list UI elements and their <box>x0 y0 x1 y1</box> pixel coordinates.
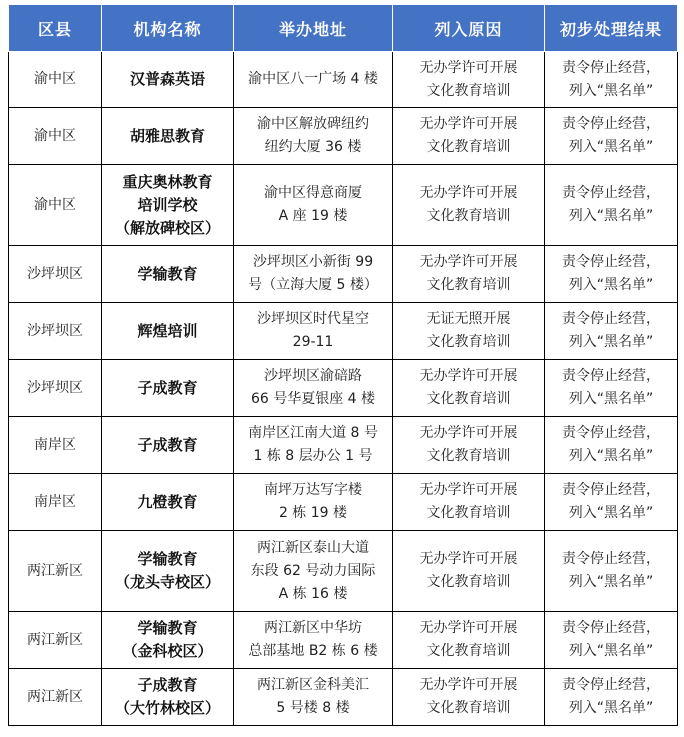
org-name-line: 重庆奥林教育 <box>122 172 213 191</box>
org-name-line: 子成教育 <box>137 378 198 397</box>
result-cell <box>545 360 678 417</box>
table-row <box>9 303 678 360</box>
org-name-cell <box>102 474 234 531</box>
result-cell <box>545 52 678 108</box>
org-name-cell <box>102 52 234 108</box>
address-cell <box>234 669 393 726</box>
org-name-line: 汉普森英语 <box>129 70 205 88</box>
reason-cell <box>393 474 545 531</box>
org-name-line: 学输教育 <box>137 619 198 637</box>
reason-line: 无办学许可开展 <box>419 620 518 636</box>
org-name-cell <box>102 669 234 726</box>
header-district: 区县 <box>9 5 102 52</box>
district-cell: 渝中区 <box>9 52 102 108</box>
reason-line: 文化教育培训 <box>426 700 511 716</box>
reason-line: 文化教育培训 <box>426 391 511 407</box>
header-row <box>9 5 678 52</box>
reason-line: 无办学许可开展 <box>419 677 518 693</box>
org-name-cell <box>102 108 234 165</box>
result-line: 责令停止经营， <box>562 254 660 270</box>
result-line: 责令停止经营， <box>562 311 660 327</box>
org-name-cell <box>102 165 234 246</box>
reason-line: 文化教育培训 <box>426 208 511 224</box>
reason-cell <box>393 417 545 474</box>
reason-line: 无办学许可开展 <box>419 116 518 132</box>
reason-line: 无办学许可开展 <box>419 425 518 441</box>
result-line: 责令停止经营， <box>562 551 660 567</box>
result-cell <box>545 612 678 669</box>
result-cell <box>545 108 678 165</box>
address-cell <box>234 108 393 165</box>
reason-line: 文化教育培训 <box>426 643 511 659</box>
result-line: 列入“黑名单” <box>568 700 654 716</box>
blacklist-table-container <box>8 4 677 726</box>
address-line: 两江新区中华坊 <box>264 620 362 636</box>
address-line: 总部基地 B2 栋 6 楼 <box>248 643 378 659</box>
result-line: 责令停止经营， <box>562 59 660 76</box>
address-line: 沙坪坝区时代星空 <box>257 311 369 327</box>
address-line: 南坪万达写字楼 <box>264 482 362 498</box>
result-cell <box>545 417 678 474</box>
address-line: 两江新区金科美汇 <box>257 677 369 693</box>
org-name-line: 子成教育 <box>137 676 198 694</box>
address-cell <box>234 531 393 612</box>
district-cell: 南岸区 <box>9 474 102 531</box>
reason-line: 无证无照开展 <box>426 311 511 327</box>
reason-line: 文化教育培训 <box>426 139 511 155</box>
address-line: 沙坪坝区渝碚路 <box>264 368 362 384</box>
org-name-line: （龙头寺校区） <box>114 573 220 591</box>
reason-line: 文化教育培训 <box>426 334 511 350</box>
result-line: 列入“黑名单” <box>568 643 654 659</box>
org-name-cell <box>102 303 234 360</box>
org-name-line: 九橙教育 <box>137 492 198 511</box>
result-line: 责令停止经营， <box>562 368 660 384</box>
reason-cell <box>393 108 545 165</box>
address-cell <box>234 474 393 531</box>
org-name-cell <box>102 531 234 612</box>
address-line: 沙坪坝区小新街 99 <box>252 254 374 270</box>
header-result: 初步处理结果 <box>545 5 678 52</box>
address-line: 两江新区泰山大道 <box>257 539 369 556</box>
org-name-line: （金科校区） <box>122 642 213 660</box>
address-cell <box>234 303 393 360</box>
result-line: 列入“黑名单” <box>568 82 654 99</box>
reason-cell <box>393 612 545 669</box>
address-line: 1 栋 8 层办公 1 号 <box>253 448 373 464</box>
reason-cell <box>393 303 545 360</box>
org-name-line: 培训学校 <box>137 195 198 214</box>
result-line: 责令停止经营， <box>562 677 660 693</box>
org-name-line: 胡雅思教育 <box>129 126 205 145</box>
org-name-cell <box>102 612 234 669</box>
address-line: 5 号楼 8 楼 <box>276 700 350 716</box>
result-cell <box>545 531 678 612</box>
table-row <box>9 417 678 474</box>
district-cell: 渝中区 <box>9 108 102 165</box>
address-cell <box>234 246 393 303</box>
address-line: 号（立海大厦 5 楼） <box>248 277 378 293</box>
result-cell <box>545 246 678 303</box>
table-row <box>9 108 678 165</box>
address-cell <box>234 360 393 417</box>
table-row <box>9 669 678 726</box>
result-line: 列入“黑名单” <box>568 448 654 464</box>
org-name-line: （大竹林校区） <box>114 699 220 717</box>
org-name-cell <box>102 417 234 474</box>
result-line: 列入“黑名单” <box>568 391 654 407</box>
reason-cell <box>393 165 545 246</box>
table-row <box>9 360 678 417</box>
reason-cell <box>393 669 545 726</box>
reason-line: 无办学许可开展 <box>419 59 518 76</box>
address-cell <box>234 417 393 474</box>
address-line: 渝中区解放碑纽约 <box>257 116 369 132</box>
district-cell: 沙坪坝区 <box>9 303 102 360</box>
result-line: 列入“黑名单” <box>568 277 654 293</box>
address-cell <box>234 165 393 246</box>
reason-line: 文化教育培训 <box>426 574 511 590</box>
district-cell: 两江新区 <box>9 612 102 669</box>
address-line: A 座 19 楼 <box>278 208 348 224</box>
reason-line: 文化教育培训 <box>426 277 511 293</box>
address-line: 渝中区得意商厦 <box>264 185 362 201</box>
org-name-line: 学输教育 <box>137 264 198 283</box>
table-row <box>9 612 678 669</box>
table-header <box>9 5 678 52</box>
reason-cell <box>393 531 545 612</box>
address-line: 纽约大厦 36 楼 <box>264 139 362 155</box>
address-line: 66 号华夏银座 4 楼 <box>250 391 376 407</box>
org-name-line: 子成教育 <box>137 435 198 454</box>
address-line: 南岸区江南大道 8 号 <box>248 425 378 441</box>
org-name-line: （解放碑校区） <box>114 218 220 237</box>
district-cell: 两江新区 <box>9 669 102 726</box>
org-name-cell <box>102 246 234 303</box>
result-line: 列入“黑名单” <box>568 139 654 155</box>
district-cell: 沙坪坝区 <box>9 246 102 303</box>
table-row <box>9 531 678 612</box>
address-line: 29-11 <box>292 334 334 350</box>
result-cell <box>545 669 678 726</box>
result-cell <box>545 303 678 360</box>
reason-cell <box>393 52 545 108</box>
table-body <box>9 52 678 726</box>
table-row <box>9 52 678 108</box>
result-line: 责令停止经营， <box>562 620 660 636</box>
address-line: 2 栋 19 楼 <box>278 505 348 521</box>
reason-cell <box>393 360 545 417</box>
org-name-line: 学输教育 <box>137 550 198 568</box>
district-cell: 沙坪坝区 <box>9 360 102 417</box>
address-cell <box>234 52 393 108</box>
result-line: 列入“黑名单” <box>568 208 654 224</box>
reason-line: 文化教育培训 <box>426 505 511 521</box>
table-row <box>9 165 678 246</box>
reason-line: 无办学许可开展 <box>419 368 518 384</box>
table-row <box>9 474 678 531</box>
reason-line: 无办学许可开展 <box>419 482 518 498</box>
address-cell <box>234 612 393 669</box>
address-line: A 栋 16 楼 <box>278 585 348 602</box>
reason-cell <box>393 246 545 303</box>
address-line: 东段 62 号动力国际 <box>250 562 376 579</box>
header-reason: 列入原因 <box>393 5 545 52</box>
reason-line: 文化教育培训 <box>426 448 511 464</box>
table-row <box>9 246 678 303</box>
blacklist-table <box>8 4 678 726</box>
reason-line: 文化教育培训 <box>426 82 511 99</box>
reason-line: 无办学许可开展 <box>419 551 518 567</box>
address-line: 渝中区八一广场 4 楼 <box>248 71 378 87</box>
result-line: 列入“黑名单” <box>568 574 654 590</box>
result-line: 列入“黑名单” <box>568 505 654 521</box>
reason-line: 无办学许可开展 <box>419 254 518 270</box>
result-line: 责令停止经营， <box>562 425 660 441</box>
district-cell: 两江新区 <box>9 531 102 612</box>
reason-line: 无办学许可开展 <box>419 185 518 201</box>
header-address: 举办地址 <box>234 5 393 52</box>
org-name-cell <box>102 360 234 417</box>
result-line: 责令停止经营， <box>562 185 660 201</box>
result-line: 责令停止经营， <box>562 116 660 132</box>
result-cell <box>545 474 678 531</box>
org-name-line: 辉煌培训 <box>137 321 198 340</box>
result-cell <box>545 165 678 246</box>
district-cell: 南岸区 <box>9 417 102 474</box>
header-org-name: 机构名称 <box>102 5 234 52</box>
district-cell: 渝中区 <box>9 165 102 246</box>
result-line: 责令停止经营， <box>562 482 660 498</box>
result-line: 列入“黑名单” <box>568 334 654 350</box>
